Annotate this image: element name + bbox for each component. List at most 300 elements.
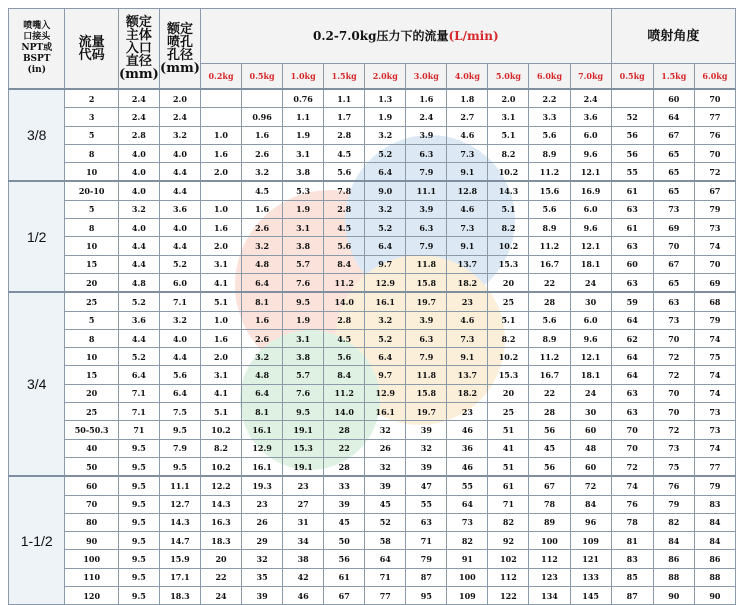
flow-value-cell: 28 <box>529 292 570 311</box>
flow-value-cell: 3.1 <box>200 255 241 273</box>
spray-angle-cell: 88 <box>653 568 694 586</box>
flow-value-cell: 2.6 <box>242 329 283 347</box>
flow-value-cell: 5.7 <box>283 366 324 384</box>
flow-value-cell: 3.1 <box>283 219 324 237</box>
spray-angle-cell: 61 <box>611 181 653 200</box>
angle-pressure-header-cell: 1.5kg <box>653 64 694 90</box>
inlet-diameter-cell: 4.0 <box>118 163 159 182</box>
rated-orifice-diameter-header: 额定 喷孔 孔径 (mm) <box>159 9 200 90</box>
flow-value-cell: 10.2 <box>488 163 529 182</box>
flow-value-cell: 1.6 <box>406 89 447 108</box>
spray-angle-cell: 87 <box>611 587 653 605</box>
flow-value-cell: 32 <box>406 439 447 457</box>
spray-angle-cell: 64 <box>653 108 694 126</box>
flow-value-cell: 12.8 <box>447 181 488 200</box>
flow-value-cell: 133 <box>570 568 611 586</box>
spray-angle-cell: 77 <box>694 457 735 476</box>
flow-value-cell: 3.8 <box>283 348 324 366</box>
flow-value-cell: 1.9 <box>365 108 406 126</box>
flow-value-cell: 4.6 <box>447 311 488 329</box>
flow-value-cell: 61 <box>324 568 365 586</box>
flow-code-cell: 8 <box>65 219 118 237</box>
table-row <box>9 587 736 605</box>
flow-value-cell: 112 <box>488 568 529 586</box>
flow-code-cell: 90 <box>65 532 118 550</box>
spray-angle-cell: 76 <box>611 495 653 513</box>
flow-value-cell: 15.3 <box>488 366 529 384</box>
inlet-diameter-cell: 4.4 <box>118 237 159 255</box>
flow-value-cell: 8.1 <box>242 292 283 311</box>
flow-value-cell <box>200 181 241 200</box>
flow-value-cell: 3.8 <box>283 237 324 255</box>
flow-value-cell: 3.2 <box>242 348 283 366</box>
inlet-diameter-cell: 2.4 <box>118 89 159 108</box>
flow-value-cell: 5.7 <box>283 255 324 273</box>
rated-inlet-diameter-header: 额定 主体 入口 直径 (mm) <box>118 9 159 90</box>
flow-value-cell: 8.9 <box>529 144 570 162</box>
flow-value-cell: 10.2 <box>488 348 529 366</box>
spray-angle-cell: 67 <box>653 126 694 144</box>
flow-value-cell: 7.6 <box>283 273 324 292</box>
table-row <box>9 237 736 255</box>
pressure-header-cell: 6.0kg <box>529 64 570 90</box>
flow-value-cell: 4.8 <box>242 366 283 384</box>
flow-value-cell: 0.96 <box>242 108 283 126</box>
flow-code-cell: 120 <box>65 587 118 605</box>
flow-value-cell: 22 <box>529 384 570 402</box>
spray-angle-cell: 74 <box>694 237 735 255</box>
flow-value-cell: 58 <box>365 532 406 550</box>
flow-value-cell: 6.0 <box>570 200 611 218</box>
flow-value-cell: 38 <box>283 550 324 568</box>
spray-angle-cell: 79 <box>694 311 735 329</box>
flow-value-cell: 16.1 <box>242 457 283 476</box>
flow-value-cell: 11.2 <box>529 348 570 366</box>
flow-value-cell <box>242 89 283 108</box>
flow-value-cell: 82 <box>488 513 529 531</box>
pressure-header-cell: 7.0kg <box>570 64 611 90</box>
flow-value-cell: 50 <box>324 532 365 550</box>
inlet-diameter-cell: 9.5 <box>118 457 159 476</box>
flow-value-cell: 15.6 <box>529 181 570 200</box>
flow-value-cell: 82 <box>447 532 488 550</box>
spray-angle-cell: 86 <box>653 550 694 568</box>
orifice-diameter-cell: 7.1 <box>159 292 200 311</box>
pressure-header-cell: 0.5kg <box>242 64 283 90</box>
flow-code-cell: 5 <box>65 200 118 218</box>
table-row <box>9 348 736 366</box>
table-row <box>9 403 736 421</box>
pressure-header-cell: 1.0kg <box>283 64 324 90</box>
flow-value-cell: 71 <box>365 568 406 586</box>
spray-angle-cell: 63 <box>611 403 653 421</box>
inlet-size-cell: 1/2 <box>9 181 65 292</box>
angle-pressure-header-cell: 0.5kg <box>611 64 653 90</box>
flow-value-cell: 3.8 <box>283 163 324 182</box>
flow-value-cell: 30 <box>570 403 611 421</box>
spray-angle-cell: 90 <box>694 587 735 605</box>
orifice-diameter-cell: 3.2 <box>159 311 200 329</box>
flow-value-cell: 11.2 <box>324 273 365 292</box>
spray-angle-cell: 79 <box>694 476 735 495</box>
spray-angle-cell: 75 <box>694 348 735 366</box>
flow-value-cell: 39 <box>365 476 406 495</box>
table-row <box>9 476 736 495</box>
flow-value-cell: 4.1 <box>200 384 241 402</box>
flow-value-cell: 1.6 <box>242 311 283 329</box>
angle-pressure-header-cell: 6.0kg <box>694 64 735 90</box>
spray-angle-cell: 74 <box>694 366 735 384</box>
flow-value-cell: 5.2 <box>365 144 406 162</box>
spray-angle-cell: 70 <box>611 439 653 457</box>
spray-angle-cell: 65 <box>653 273 694 292</box>
inlet-diameter-cell: 9.5 <box>118 550 159 568</box>
flow-value-cell: 7.9 <box>406 237 447 255</box>
flow-value-cell: 46 <box>447 421 488 439</box>
flow-value-cell: 32 <box>242 550 283 568</box>
flow-value-cell: 16.3 <box>200 513 241 531</box>
flow-value-cell: 18.1 <box>570 255 611 273</box>
spray-angle-cell: 73 <box>694 421 735 439</box>
flow-value-cell: 16.9 <box>570 181 611 200</box>
flow-value-cell: 4.6 <box>447 200 488 218</box>
spray-angle-cell: 64 <box>611 311 653 329</box>
spray-angle-cell: 70 <box>653 403 694 421</box>
spray-angle-cell: 78 <box>611 513 653 531</box>
spray-angle-cell: 88 <box>694 568 735 586</box>
flow-value-cell: 9.0 <box>365 181 406 200</box>
flow-value-cell: 4.6 <box>447 126 488 144</box>
spray-angle-cell: 82 <box>653 513 694 531</box>
flow-value-cell: 24 <box>200 587 241 605</box>
table-row <box>9 457 736 476</box>
flow-value-cell: 1.1 <box>283 108 324 126</box>
orifice-diameter-cell: 14.7 <box>159 532 200 550</box>
flow-value-cell: 24 <box>570 384 611 402</box>
pressure-header-cell: 1.5kg <box>324 64 365 90</box>
flow-pressure-group-header: 0.2-7.0kg压力下的流量(L/min) <box>200 9 611 64</box>
flow-value-cell: 24 <box>570 273 611 292</box>
orifice-diameter-cell: 4.0 <box>159 329 200 347</box>
flow-value-cell: 45 <box>529 439 570 457</box>
spray-angle-cell: 79 <box>653 495 694 513</box>
flow-value-cell: 5.6 <box>324 163 365 182</box>
flow-value-cell: 1.6 <box>242 200 283 218</box>
flow-value-cell: 11.2 <box>529 163 570 182</box>
table-row <box>9 292 736 311</box>
flow-code-cell: 15 <box>65 366 118 384</box>
flow-value-cell: 39 <box>406 457 447 476</box>
flow-code-cell: 25 <box>65 292 118 311</box>
table-row <box>9 144 736 162</box>
flow-value-cell: 19.3 <box>242 476 283 495</box>
flow-value-cell: 1.0 <box>200 200 241 218</box>
flow-value-cell: 1.9 <box>283 200 324 218</box>
flow-code-cell: 110 <box>65 568 118 586</box>
flow-code-cell: 15 <box>65 255 118 273</box>
spray-angle-header: 喷射角度 <box>611 9 735 64</box>
table-row <box>9 273 736 292</box>
flow-value-cell: 2.4 <box>570 89 611 108</box>
flow-code-cell: 10 <box>65 348 118 366</box>
spray-angle-cell <box>611 89 653 108</box>
flow-value-cell: 6.4 <box>242 273 283 292</box>
flow-value-cell: 6.0 <box>570 311 611 329</box>
flow-value-cell: 12.1 <box>570 348 611 366</box>
flow-value-cell: 22 <box>200 568 241 586</box>
flow-value-cell: 8.1 <box>242 403 283 421</box>
spray-angle-cell: 70 <box>653 329 694 347</box>
flow-value-cell: 2.4 <box>406 108 447 126</box>
flow-value-cell: 2.7 <box>447 108 488 126</box>
table-row <box>9 200 736 218</box>
flow-value-cell: 9.6 <box>570 329 611 347</box>
flow-value-cell: 100 <box>529 532 570 550</box>
flow-value-cell: 3.6 <box>570 108 611 126</box>
spray-angle-cell: 72 <box>653 421 694 439</box>
inlet-diameter-cell: 9.5 <box>118 587 159 605</box>
flow-value-cell: 2.0 <box>200 163 241 182</box>
orifice-diameter-cell: 4.4 <box>159 163 200 182</box>
flow-value-cell: 79 <box>406 550 447 568</box>
flow-value-cell: 4.1 <box>200 273 241 292</box>
flow-value-cell: 96 <box>570 513 611 531</box>
spray-angle-cell: 67 <box>694 181 735 200</box>
table-row <box>9 311 736 329</box>
flow-value-cell: 25 <box>488 292 529 311</box>
flow-value-cell: 78 <box>529 495 570 513</box>
flow-value-cell: 3.2 <box>242 163 283 182</box>
spray-angle-cell: 70 <box>653 237 694 255</box>
flow-value-cell: 15.3 <box>283 439 324 457</box>
flow-value-cell: 1.0 <box>200 311 241 329</box>
flow-value-cell: 89 <box>529 513 570 531</box>
flow-value-cell: 3.9 <box>406 126 447 144</box>
table-row <box>9 384 736 402</box>
inlet-diameter-cell: 4.0 <box>118 181 159 200</box>
spray-angle-cell: 74 <box>611 476 653 495</box>
spray-angle-cell: 56 <box>611 126 653 144</box>
inlet-diameter-cell: 4.8 <box>118 273 159 292</box>
flow-code-cell: 70 <box>65 495 118 513</box>
flow-value-cell: 12.1 <box>570 163 611 182</box>
flow-value-cell: 2.0 <box>488 89 529 108</box>
flow-value-cell: 28 <box>324 421 365 439</box>
orifice-diameter-cell: 6.0 <box>159 273 200 292</box>
flow-value-cell: 39 <box>324 495 365 513</box>
flow-value-cell: 8.2 <box>488 329 529 347</box>
inlet-diameter-cell: 5.2 <box>118 292 159 311</box>
flow-value-cell: 5.6 <box>324 237 365 255</box>
flow-value-cell: 6.4 <box>365 237 406 255</box>
flow-value-cell: 60 <box>570 457 611 476</box>
orifice-diameter-cell: 2.4 <box>159 108 200 126</box>
spray-angle-cell: 81 <box>611 532 653 550</box>
pressure-header-cell: 2.0kg <box>365 64 406 90</box>
orifice-diameter-cell: 6.4 <box>159 384 200 402</box>
spray-angle-cell: 63 <box>611 384 653 402</box>
table-row <box>9 568 736 586</box>
flow-value-cell: 7.3 <box>447 144 488 162</box>
inlet-diameter-cell: 9.5 <box>118 532 159 550</box>
flow-value-cell: 1.1 <box>324 89 365 108</box>
flow-value-cell: 7.9 <box>406 163 447 182</box>
flow-value-cell: 34 <box>283 532 324 550</box>
flow-value-cell: 63 <box>406 513 447 531</box>
flow-value-cell: 145 <box>570 587 611 605</box>
flow-value-cell: 67 <box>324 587 365 605</box>
flow-value-cell: 71 <box>488 495 529 513</box>
flow-value-cell: 28 <box>324 457 365 476</box>
spray-angle-cell: 69 <box>694 273 735 292</box>
orifice-diameter-cell: 4.0 <box>159 219 200 237</box>
flow-value-cell: 2.8 <box>324 200 365 218</box>
spray-angle-cell: 72 <box>653 366 694 384</box>
flow-value-cell: 14.0 <box>324 292 365 311</box>
flow-value-cell: 9.5 <box>283 403 324 421</box>
flow-code-cell: 5 <box>65 126 118 144</box>
orifice-diameter-cell: 12.7 <box>159 495 200 513</box>
flow-value-cell: 11.2 <box>529 237 570 255</box>
spray-angle-cell: 63 <box>653 292 694 311</box>
flow-value-cell: 112 <box>529 550 570 568</box>
table-row <box>9 219 736 237</box>
spray-angle-cell: 63 <box>611 273 653 292</box>
flow-value-cell: 95 <box>406 587 447 605</box>
spray-angle-cell: 72 <box>694 163 735 182</box>
inlet-size-header: 喷嘴入 口接头 NPT或 BSPT (in) <box>9 9 65 90</box>
table-row <box>9 439 736 457</box>
orifice-diameter-cell: 4.4 <box>159 237 200 255</box>
flow-value-cell: 3.1 <box>283 144 324 162</box>
flow-value-cell: 1.6 <box>200 219 241 237</box>
flow-value-cell: 36 <box>447 439 488 457</box>
flow-value-cell: 5.2 <box>365 329 406 347</box>
flow-value-cell: 3.2 <box>365 200 406 218</box>
flow-value-cell: 3.1 <box>283 329 324 347</box>
flow-code-cell: 25 <box>65 403 118 421</box>
flow-value-cell: 8.2 <box>200 439 241 457</box>
inlet-diameter-cell: 2.8 <box>118 126 159 144</box>
flow-value-cell: 18.3 <box>200 532 241 550</box>
spray-angle-cell: 76 <box>694 126 735 144</box>
spray-angle-cell: 74 <box>694 329 735 347</box>
flow-value-cell: 10.2 <box>488 237 529 255</box>
flow-code-cell: 100 <box>65 550 118 568</box>
flow-value-cell: 20 <box>488 384 529 402</box>
flow-value-cell: 2.0 <box>200 348 241 366</box>
flow-value-cell: 13.7 <box>447 366 488 384</box>
table-row <box>9 532 736 550</box>
flow-value-cell: 23 <box>283 476 324 495</box>
flow-value-cell: 5.6 <box>324 348 365 366</box>
flow-value-cell: 12.1 <box>570 237 611 255</box>
table-row <box>9 513 736 531</box>
flow-value-cell: 64 <box>447 495 488 513</box>
spray-angle-cell: 62 <box>611 329 653 347</box>
flow-value-cell: 121 <box>570 550 611 568</box>
orifice-diameter-cell: 7.9 <box>159 439 200 457</box>
flow-value-cell: 5.6 <box>529 311 570 329</box>
spray-angle-cell: 70 <box>653 384 694 402</box>
flow-value-cell: 60 <box>570 421 611 439</box>
flow-value-cell: 14.3 <box>200 495 241 513</box>
flow-code-cell: 20 <box>65 273 118 292</box>
spray-angle-cell: 72 <box>611 457 653 476</box>
flow-value-cell: 3.2 <box>365 126 406 144</box>
table-row <box>9 495 736 513</box>
spray-angle-cell: 70 <box>611 421 653 439</box>
flow-value-cell: 4.8 <box>242 255 283 273</box>
inlet-size-cell: 3/8 <box>9 89 65 181</box>
flow-value-cell: 10.2 <box>200 457 241 476</box>
flow-value-cell: 9.1 <box>447 237 488 255</box>
flow-value-cell: 31 <box>283 513 324 531</box>
flow-value-cell: 39 <box>242 587 283 605</box>
flow-value-cell: 122 <box>488 587 529 605</box>
spray-angle-cell: 84 <box>694 513 735 531</box>
spray-angle-cell: 69 <box>653 219 694 237</box>
spray-angle-cell: 72 <box>653 348 694 366</box>
inlet-diameter-cell: 7.1 <box>118 384 159 402</box>
flow-value-cell: 3.2 <box>365 311 406 329</box>
flow-value-cell: 87 <box>406 568 447 586</box>
flow-value-cell: 3.1 <box>488 108 529 126</box>
flow-value-cell: 39 <box>406 421 447 439</box>
flow-value-cell: 56 <box>529 421 570 439</box>
flow-value-cell: 46 <box>283 587 324 605</box>
spray-angle-cell: 90 <box>653 587 694 605</box>
flow-value-cell: 22 <box>529 273 570 292</box>
spray-angle-cell: 73 <box>694 403 735 421</box>
table-row <box>9 366 736 384</box>
flow-value-cell: 109 <box>447 587 488 605</box>
flow-value-cell: 1.9 <box>283 311 324 329</box>
inlet-diameter-cell: 9.5 <box>118 495 159 513</box>
flow-value-cell: 14.0 <box>324 403 365 421</box>
flow-value-cell: 6.3 <box>406 219 447 237</box>
flow-value-cell: 52 <box>365 513 406 531</box>
flow-value-cell: 6.4 <box>242 384 283 402</box>
flow-value-cell: 9.7 <box>365 366 406 384</box>
orifice-diameter-cell: 18.3 <box>159 587 200 605</box>
flow-value-cell: 77 <box>365 587 406 605</box>
spray-angle-cell: 65 <box>653 163 694 182</box>
flow-code-cell: 10 <box>65 237 118 255</box>
orifice-diameter-cell: 9.5 <box>159 421 200 439</box>
flow-value-cell: 9.5 <box>283 292 324 311</box>
spray-angle-cell: 83 <box>611 550 653 568</box>
flow-value-cell: 8.4 <box>324 255 365 273</box>
flow-value-cell: 20 <box>488 273 529 292</box>
flow-value-cell: 45 <box>324 513 365 531</box>
flow-value-cell: 16.1 <box>365 292 406 311</box>
spray-angle-cell: 65 <box>653 144 694 162</box>
flow-value-cell: 18.2 <box>447 273 488 292</box>
spray-angle-cell: 63 <box>611 200 653 218</box>
flow-value-cell: 7.3 <box>447 329 488 347</box>
flow-value-cell: 19.7 <box>406 292 447 311</box>
flow-value-cell: 1.3 <box>365 89 406 108</box>
flow-value-cell: 73 <box>447 513 488 531</box>
flow-rate-table-container <box>8 8 736 605</box>
spray-angle-cell: 76 <box>653 476 694 495</box>
flow-value-cell: 12.9 <box>242 439 283 457</box>
spray-angle-cell: 67 <box>653 255 694 273</box>
orifice-diameter-cell: 4.4 <box>159 348 200 366</box>
flow-value-cell: 51 <box>488 421 529 439</box>
flow-code-cell: 10 <box>65 163 118 182</box>
